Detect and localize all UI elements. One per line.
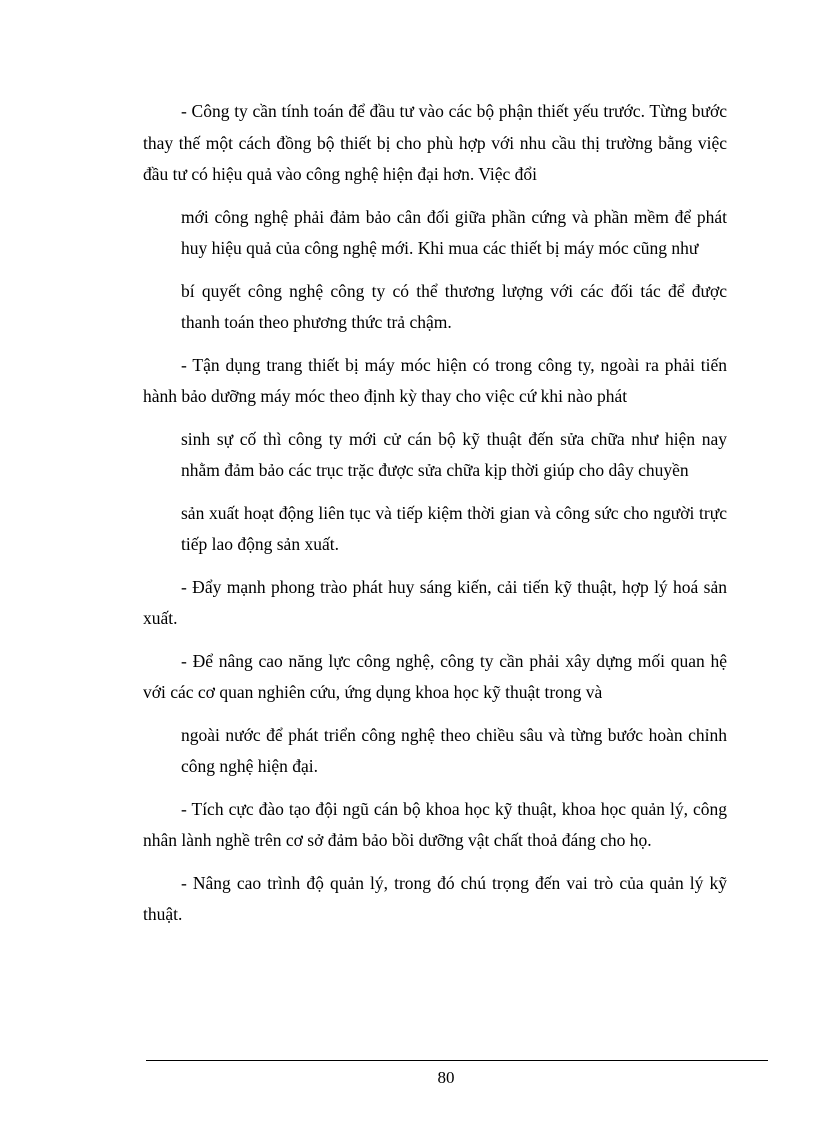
paragraph: mới công nghệ phải đảm bảo cân đối giữa phần cứng và phần mềm để phát huy hiệu quả của công nghệ mới. Khi mua các thiết bị máy móc cũng như bbox=[181, 206, 727, 258]
page-number: 80 bbox=[437, 1068, 455, 1087]
footer-divider bbox=[146, 1060, 768, 1061]
paragraph: - Tận dụng trang thiết bị máy móc hiện có trong công ty, ngoài ra phải tiến hành bảo dưỡng máy móc theo định kỳ thay cho việc cứ khi nào phát bbox=[143, 354, 727, 406]
paragraph: - Để nâng cao năng lực công nghệ, công ty cần phải xây dựng mối quan hệ với các cơ quan nghiên cứu, ứng dụng khoa học kỹ thuật trong và bbox=[143, 650, 727, 702]
body-text bbox=[143, 96, 727, 942]
paragraph: ngoài nước để phát triển công nghệ theo chiều sâu và từng bước hoàn chỉnh công nghệ hiện đại. bbox=[181, 724, 727, 776]
paragraph: - Đẩy mạnh phong trào phát huy sáng kiến, cải tiến kỹ thuật, hợp lý hoá sản xuất. bbox=[143, 576, 727, 628]
paragraph: sinh sự cố thì công ty mới cử cán bộ kỹ thuật đến sửa chữa như hiện nay nhằm đảm bảo các trục trặc được sửa chữa kịp thời giúp cho dây chuyền bbox=[181, 428, 727, 480]
paragraph: bí quyết công nghệ công ty có thể thương lượng với các đối tác để được thanh toán theo phương thức trả chậm. bbox=[181, 280, 727, 332]
paragraph: - Công ty cần tính toán để đầu tư vào các bộ phận thiết yếu trước. Từng bước thay thế một cách đồng bộ thiết bị cho phù hợp với nhu cầu thị trường bằng việc đầu tư có hiệu quả vào công nghệ hiện đại hơn. Việc đổi bbox=[143, 101, 727, 184]
paragraph: - Nâng cao trình độ quản lý, trong đó chú trọng đến vai trò của quản lý kỹ thuật. bbox=[143, 872, 727, 924]
paragraph: - Tích cực đào tạo đội ngũ cán bộ khoa học kỹ thuật, khoa học quản lý, công nhân lành nghề trên cơ sở đảm bảo bồi dưỡng vật chất thoả đáng cho họ. bbox=[143, 798, 727, 850]
paragraph: sản xuất hoạt động liên tục và tiếp kiệm thời gian và công sức cho người trực tiếp lao động sản xuất. bbox=[181, 502, 727, 554]
